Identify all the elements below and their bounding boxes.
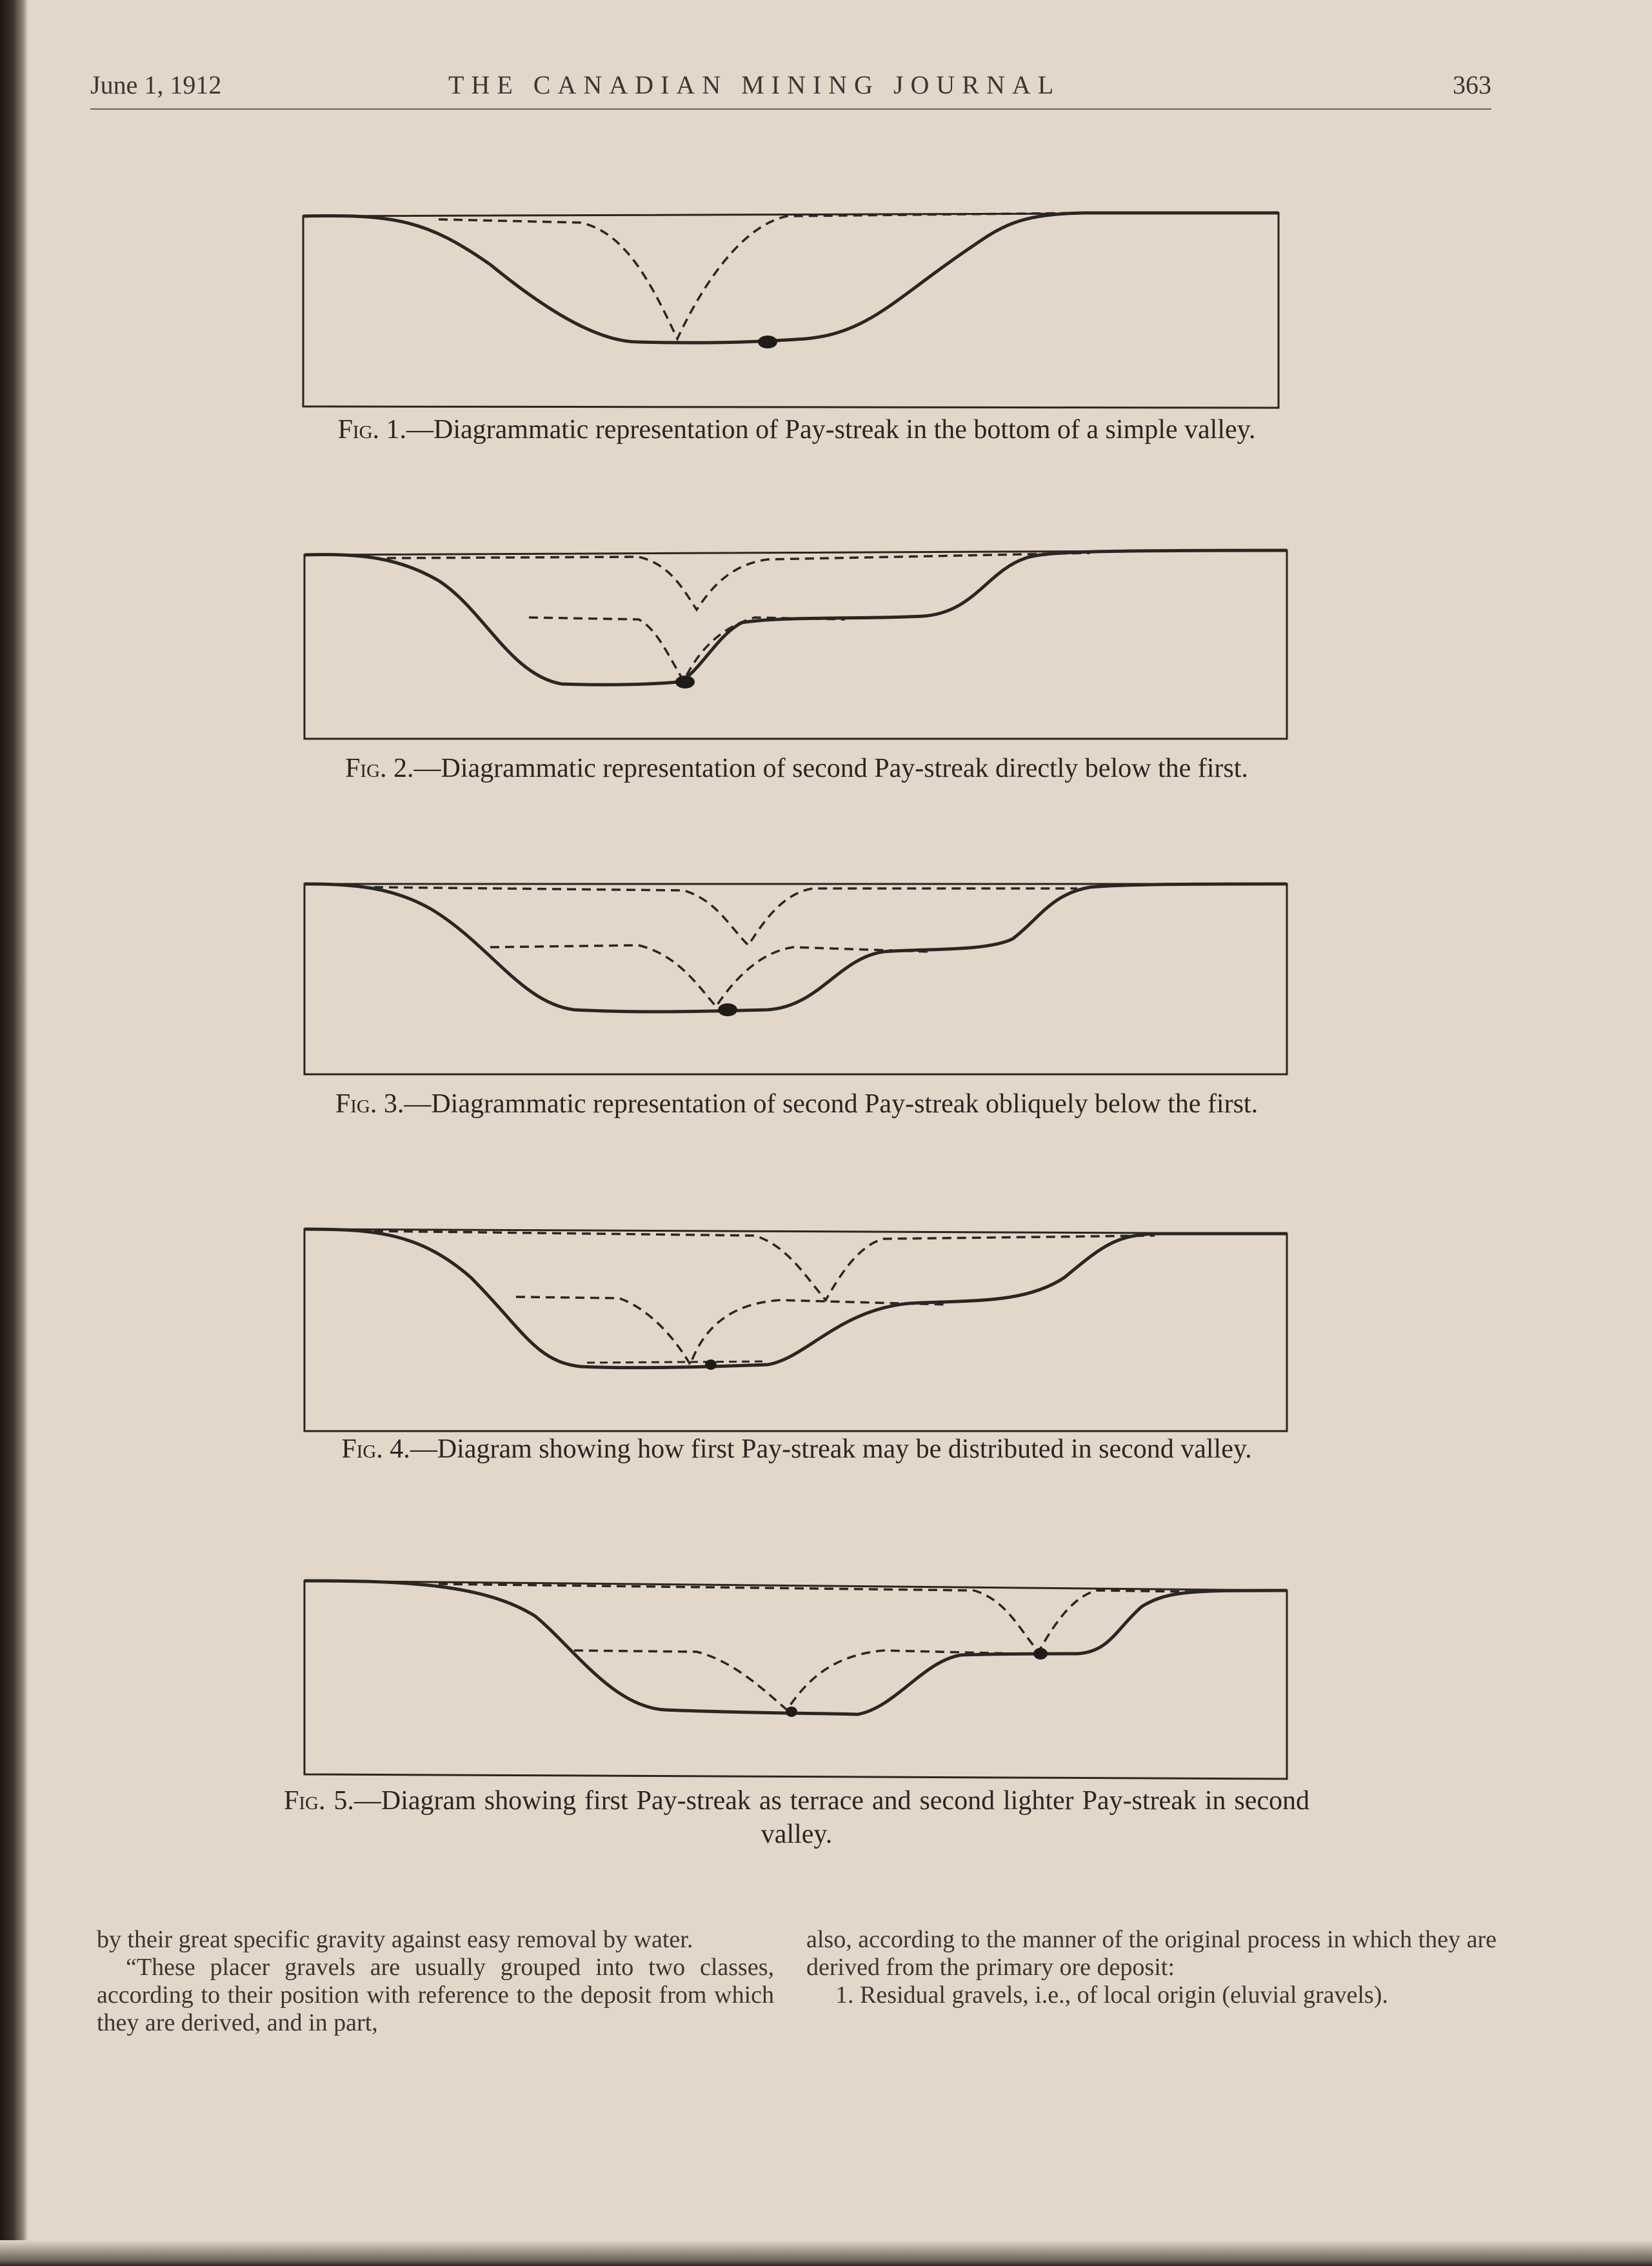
figure-4-frame	[304, 1229, 1287, 1431]
body-right-paragraph-2: 1. Residual gravels, i.e., of local origin (eluvial gravels).	[835, 1981, 1388, 2009]
figure-5-original-surface	[439, 1584, 1193, 1652]
figure-5-caption-text: —Diagram showing first Pay-streak as terrace and second lighter Pay-streak in second valley.	[353, 1786, 1309, 1849]
figure-4-caption	[284, 1432, 1309, 1466]
figure-5-diagram	[277, 1578, 1322, 1784]
running-header	[90, 70, 1491, 111]
body-column-right	[806, 1926, 1497, 2009]
figure-2-frame	[304, 550, 1287, 739]
figure-1-frame	[303, 213, 1279, 408]
header-journal-title: THE CANADIAN MINING JOURNAL	[448, 70, 1061, 99]
figure-3-caption-text: —Diagrammatic representation of second Pay-streak obliquely below the first.	[404, 1089, 1259, 1119]
figure-2-first-valley-surface	[529, 617, 845, 681]
figure-5-second-pay-streak	[786, 1707, 797, 1717]
figure-3-pay-streak	[718, 1003, 737, 1016]
figure-3	[277, 881, 1322, 1165]
figure-1-diagram	[277, 206, 1322, 413]
figure-3-label: Fig. 3.	[335, 1089, 404, 1119]
figure-2-caption-text: —Diagrammatic representation of second Pay-streak directly below the first.	[413, 754, 1248, 783]
figure-4	[277, 1226, 1322, 1510]
figure-3-frame	[304, 884, 1287, 1074]
figure-1-caption-text: —Diagrammatic representation of Pay-streak in the bottom of a simple valley.	[406, 415, 1256, 445]
body-left-paragraph-2: “These placer gravels are usually grouped into two classes, according to their position with reference to the deposit from which they are derived, and in part,	[97, 1954, 774, 2036]
figure-5-caption	[284, 1784, 1309, 1851]
figure-3-first-valley-surface	[490, 945, 929, 1007]
header-page-number: 363	[1453, 70, 1491, 99]
figure-4-distributed-streak	[587, 1361, 768, 1363]
figure-2-diagram	[277, 545, 1322, 752]
figure-5-valley-profile	[304, 1581, 1287, 1714]
figure-2-label: Fig. 2.	[345, 754, 414, 783]
figure-2-original-surface	[387, 553, 1090, 610]
figure-1-valley-profile	[303, 213, 1279, 343]
figure-2-caption	[284, 752, 1309, 785]
figure-1	[277, 206, 1322, 490]
body-right-paragraph-1: also, according to the manner of the original process in which they are derived from the primary ore deposit:	[806, 1926, 1497, 1981]
figure-4-label: Fig. 4.	[341, 1434, 410, 1464]
body-column-left	[97, 1926, 774, 2037]
header-rule	[90, 108, 1491, 110]
figure-2-pay-streak	[675, 676, 695, 688]
figure-5	[277, 1578, 1322, 1861]
figure-1-caption	[284, 413, 1309, 446]
page-bottom-edge	[0, 2240, 1652, 2266]
body-left-paragraph-1: by their great specific gravity against easy removal by water.	[97, 1926, 693, 1953]
book-binding-shadow	[0, 0, 28, 2266]
figure-4-pay-streak	[705, 1359, 717, 1370]
figure-3-caption	[284, 1087, 1309, 1121]
figure-1-label: Fig. 1.	[337, 415, 407, 445]
figure-3-valley-profile	[304, 884, 1287, 1012]
header-date: June 1, 1912	[90, 70, 222, 99]
figure-2	[277, 545, 1322, 829]
figure-5-terrace-pay-streak	[1033, 1648, 1048, 1659]
figure-1-original-surface	[439, 213, 1084, 339]
figure-5-first-valley-surface	[574, 1650, 1019, 1710]
figure-4-diagram	[277, 1226, 1322, 1432]
figure-1-pay-streak	[758, 336, 777, 348]
figure-2-valley-profile	[304, 550, 1287, 685]
figure-4-caption-text: —Diagram showing how first Pay-streak may be distributed in second valley.	[410, 1434, 1252, 1464]
figure-4-valley-profile	[304, 1229, 1287, 1368]
figure-5-label: Fig. 5.	[284, 1786, 354, 1816]
figure-3-original-surface	[374, 887, 1077, 945]
figure-3-diagram	[277, 881, 1322, 1087]
